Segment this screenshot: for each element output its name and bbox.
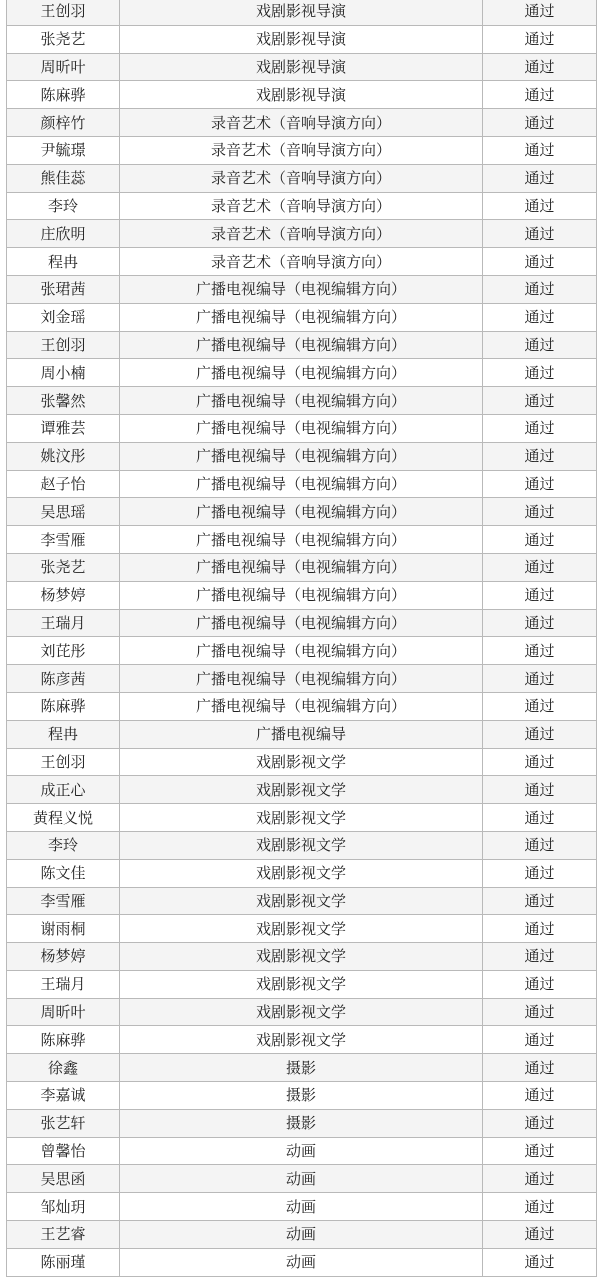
major-cell: 广播电视编导（电视编辑方向） bbox=[120, 498, 483, 526]
table-row bbox=[7, 220, 597, 248]
result-cell: 通过 bbox=[483, 1082, 597, 1110]
results-table bbox=[6, 0, 597, 1277]
table-row bbox=[7, 248, 597, 276]
result-cell: 通过 bbox=[483, 192, 597, 220]
major-cell: 广播电视编导（电视编辑方向） bbox=[120, 275, 483, 303]
table-row bbox=[7, 665, 597, 693]
result-cell: 通过 bbox=[483, 1137, 597, 1165]
result-cell: 通过 bbox=[483, 109, 597, 137]
major-cell: 动画 bbox=[120, 1193, 483, 1221]
result-cell: 通过 bbox=[483, 581, 597, 609]
result-cell: 通过 bbox=[483, 359, 597, 387]
major-cell: 摄影 bbox=[120, 1109, 483, 1137]
student-name-cell: 王艺睿 bbox=[7, 1221, 120, 1249]
table-row bbox=[7, 748, 597, 776]
major-cell: 广播电视编导（电视编辑方向） bbox=[120, 692, 483, 720]
table-row bbox=[7, 526, 597, 554]
student-name-cell: 张尧艺 bbox=[7, 553, 120, 581]
result-cell: 通过 bbox=[483, 804, 597, 832]
result-cell: 通过 bbox=[483, 970, 597, 998]
results-table-body bbox=[7, 0, 597, 1276]
result-cell: 通过 bbox=[483, 748, 597, 776]
table-row bbox=[7, 581, 597, 609]
major-cell: 动画 bbox=[120, 1165, 483, 1193]
major-cell: 录音艺术（音响导演方向） bbox=[120, 192, 483, 220]
major-cell: 广播电视编导（电视编辑方向） bbox=[120, 414, 483, 442]
major-cell: 广播电视编导（电视编辑方向） bbox=[120, 637, 483, 665]
table-row bbox=[7, 164, 597, 192]
table-row bbox=[7, 831, 597, 859]
major-cell: 戏剧影视文学 bbox=[120, 1026, 483, 1054]
student-name-cell: 陈丽瑾 bbox=[7, 1248, 120, 1276]
student-name-cell: 黄程义悦 bbox=[7, 804, 120, 832]
major-cell: 广播电视编导（电视编辑方向） bbox=[120, 665, 483, 693]
student-name-cell: 陈麻骅 bbox=[7, 692, 120, 720]
student-name-cell: 陈彦茜 bbox=[7, 665, 120, 693]
result-cell: 通过 bbox=[483, 387, 597, 415]
student-name-cell: 周昕叶 bbox=[7, 53, 120, 81]
student-name-cell: 颜梓竹 bbox=[7, 109, 120, 137]
result-cell: 通过 bbox=[483, 859, 597, 887]
student-name-cell: 刘芘彤 bbox=[7, 637, 120, 665]
student-name-cell: 张艺轩 bbox=[7, 1109, 120, 1137]
table-row bbox=[7, 1054, 597, 1082]
student-name-cell: 陈文佳 bbox=[7, 859, 120, 887]
student-name-cell: 陈麻骅 bbox=[7, 1026, 120, 1054]
student-name-cell: 李玲 bbox=[7, 831, 120, 859]
major-cell: 戏剧影视导演 bbox=[120, 25, 483, 53]
table-row bbox=[7, 359, 597, 387]
result-cell: 通过 bbox=[483, 1026, 597, 1054]
table-row bbox=[7, 943, 597, 971]
student-name-cell: 王瑞月 bbox=[7, 970, 120, 998]
table-row bbox=[7, 1193, 597, 1221]
result-cell: 通过 bbox=[483, 692, 597, 720]
table-row bbox=[7, 776, 597, 804]
student-name-cell: 王创羽 bbox=[7, 331, 120, 359]
table-row bbox=[7, 81, 597, 109]
result-cell: 通过 bbox=[483, 720, 597, 748]
student-name-cell: 程冉 bbox=[7, 720, 120, 748]
table-row bbox=[7, 470, 597, 498]
student-name-cell: 尹毓璟 bbox=[7, 136, 120, 164]
result-cell: 通过 bbox=[483, 303, 597, 331]
table-row bbox=[7, 498, 597, 526]
student-name-cell: 李玲 bbox=[7, 192, 120, 220]
result-cell: 通过 bbox=[483, 275, 597, 303]
result-cell: 通过 bbox=[483, 526, 597, 554]
result-cell: 通过 bbox=[483, 915, 597, 943]
result-cell: 通过 bbox=[483, 498, 597, 526]
major-cell: 录音艺术（音响导演方向） bbox=[120, 109, 483, 137]
major-cell: 动画 bbox=[120, 1221, 483, 1249]
table-row bbox=[7, 1165, 597, 1193]
student-name-cell: 张馨然 bbox=[7, 387, 120, 415]
major-cell: 戏剧影视文学 bbox=[120, 776, 483, 804]
table-row bbox=[7, 915, 597, 943]
table-row bbox=[7, 553, 597, 581]
table-row bbox=[7, 331, 597, 359]
result-cell: 通过 bbox=[483, 136, 597, 164]
student-name-cell: 姚汶彤 bbox=[7, 442, 120, 470]
result-cell: 通过 bbox=[483, 1109, 597, 1137]
result-cell: 通过 bbox=[483, 1165, 597, 1193]
major-cell: 广播电视编导 bbox=[120, 720, 483, 748]
result-cell: 通过 bbox=[483, 1248, 597, 1276]
result-cell: 通过 bbox=[483, 164, 597, 192]
table-row bbox=[7, 609, 597, 637]
major-cell: 摄影 bbox=[120, 1054, 483, 1082]
table-row bbox=[7, 637, 597, 665]
major-cell: 录音艺术（音响导演方向） bbox=[120, 248, 483, 276]
table-row bbox=[7, 53, 597, 81]
major-cell: 广播电视编导（电视编辑方向） bbox=[120, 303, 483, 331]
result-cell: 通过 bbox=[483, 831, 597, 859]
result-cell: 通过 bbox=[483, 943, 597, 971]
major-cell: 戏剧影视导演 bbox=[120, 81, 483, 109]
table-row bbox=[7, 692, 597, 720]
table-row bbox=[7, 109, 597, 137]
table-row bbox=[7, 1248, 597, 1276]
table-row bbox=[7, 998, 597, 1026]
major-cell: 戏剧影视文学 bbox=[120, 748, 483, 776]
major-cell: 录音艺术（音响导演方向） bbox=[120, 220, 483, 248]
result-cell: 通过 bbox=[483, 0, 597, 25]
major-cell: 戏剧影视文学 bbox=[120, 943, 483, 971]
result-cell: 通过 bbox=[483, 887, 597, 915]
student-name-cell: 邹灿玥 bbox=[7, 1193, 120, 1221]
major-cell: 戏剧影视文学 bbox=[120, 804, 483, 832]
major-cell: 广播电视编导（电视编辑方向） bbox=[120, 387, 483, 415]
result-cell: 通过 bbox=[483, 442, 597, 470]
student-name-cell: 李雪雁 bbox=[7, 887, 120, 915]
result-cell: 通过 bbox=[483, 25, 597, 53]
result-cell: 通过 bbox=[483, 665, 597, 693]
major-cell: 广播电视编导（电视编辑方向） bbox=[120, 609, 483, 637]
result-cell: 通过 bbox=[483, 331, 597, 359]
student-name-cell: 周昕叶 bbox=[7, 998, 120, 1026]
major-cell: 广播电视编导（电视编辑方向） bbox=[120, 470, 483, 498]
table-row bbox=[7, 887, 597, 915]
major-cell: 广播电视编导（电视编辑方向） bbox=[120, 331, 483, 359]
student-name-cell: 曾馨怡 bbox=[7, 1137, 120, 1165]
student-name-cell: 王创羽 bbox=[7, 748, 120, 776]
major-cell: 戏剧影视文学 bbox=[120, 887, 483, 915]
major-cell: 戏剧影视文学 bbox=[120, 831, 483, 859]
major-cell: 广播电视编导（电视编辑方向） bbox=[120, 359, 483, 387]
table-row bbox=[7, 720, 597, 748]
student-name-cell: 成正心 bbox=[7, 776, 120, 804]
table-row bbox=[7, 25, 597, 53]
student-name-cell: 吴思函 bbox=[7, 1165, 120, 1193]
result-cell: 通过 bbox=[483, 53, 597, 81]
table-row bbox=[7, 859, 597, 887]
student-name-cell: 庄欣明 bbox=[7, 220, 120, 248]
major-cell: 录音艺术（音响导演方向） bbox=[120, 164, 483, 192]
result-cell: 通过 bbox=[483, 1193, 597, 1221]
table-row bbox=[7, 136, 597, 164]
result-cell: 通过 bbox=[483, 998, 597, 1026]
major-cell: 广播电视编导（电视编辑方向） bbox=[120, 553, 483, 581]
table-row bbox=[7, 387, 597, 415]
major-cell: 摄影 bbox=[120, 1082, 483, 1110]
student-name-cell: 谢雨桐 bbox=[7, 915, 120, 943]
student-name-cell: 李雪雁 bbox=[7, 526, 120, 554]
major-cell: 戏剧影视文学 bbox=[120, 915, 483, 943]
student-name-cell: 杨梦婷 bbox=[7, 943, 120, 971]
result-cell: 通过 bbox=[483, 553, 597, 581]
major-cell: 广播电视编导（电视编辑方向） bbox=[120, 442, 483, 470]
table-row bbox=[7, 0, 597, 25]
table-row bbox=[7, 414, 597, 442]
student-name-cell: 王创羽 bbox=[7, 0, 120, 25]
student-name-cell: 张珺茜 bbox=[7, 275, 120, 303]
result-cell: 通过 bbox=[483, 637, 597, 665]
student-name-cell: 熊佳蕊 bbox=[7, 164, 120, 192]
result-cell: 通过 bbox=[483, 220, 597, 248]
major-cell: 广播电视编导（电视编辑方向） bbox=[120, 526, 483, 554]
table-row bbox=[7, 1026, 597, 1054]
result-cell: 通过 bbox=[483, 776, 597, 804]
student-name-cell: 杨梦婷 bbox=[7, 581, 120, 609]
student-name-cell: 陈麻骅 bbox=[7, 81, 120, 109]
table-row bbox=[7, 303, 597, 331]
major-cell: 戏剧影视文学 bbox=[120, 859, 483, 887]
result-cell: 通过 bbox=[483, 609, 597, 637]
result-cell: 通过 bbox=[483, 81, 597, 109]
student-name-cell: 刘金瑶 bbox=[7, 303, 120, 331]
student-name-cell: 李嘉诚 bbox=[7, 1082, 120, 1110]
table-row bbox=[7, 970, 597, 998]
result-cell: 通过 bbox=[483, 1054, 597, 1082]
table-row bbox=[7, 1109, 597, 1137]
major-cell: 戏剧影视文学 bbox=[120, 970, 483, 998]
student-name-cell: 吴思瑶 bbox=[7, 498, 120, 526]
table-row bbox=[7, 275, 597, 303]
table-row bbox=[7, 442, 597, 470]
major-cell: 动画 bbox=[120, 1137, 483, 1165]
result-cell: 通过 bbox=[483, 248, 597, 276]
student-name-cell: 张尧艺 bbox=[7, 25, 120, 53]
major-cell: 戏剧影视导演 bbox=[120, 53, 483, 81]
major-cell: 动画 bbox=[120, 1248, 483, 1276]
major-cell: 戏剧影视导演 bbox=[120, 0, 483, 25]
student-name-cell: 徐鑫 bbox=[7, 1054, 120, 1082]
student-name-cell: 程冉 bbox=[7, 248, 120, 276]
result-cell: 通过 bbox=[483, 1221, 597, 1249]
table-row bbox=[7, 804, 597, 832]
student-name-cell: 周小楠 bbox=[7, 359, 120, 387]
student-name-cell: 谭雅芸 bbox=[7, 414, 120, 442]
result-cell: 通过 bbox=[483, 414, 597, 442]
major-cell: 录音艺术（音响导演方向） bbox=[120, 136, 483, 164]
major-cell: 广播电视编导（电视编辑方向） bbox=[120, 581, 483, 609]
table-row bbox=[7, 192, 597, 220]
student-name-cell: 王瑞月 bbox=[7, 609, 120, 637]
major-cell: 戏剧影视文学 bbox=[120, 998, 483, 1026]
student-name-cell: 赵子怡 bbox=[7, 470, 120, 498]
table-row bbox=[7, 1082, 597, 1110]
table-row bbox=[7, 1221, 597, 1249]
result-cell: 通过 bbox=[483, 470, 597, 498]
table-row bbox=[7, 1137, 597, 1165]
